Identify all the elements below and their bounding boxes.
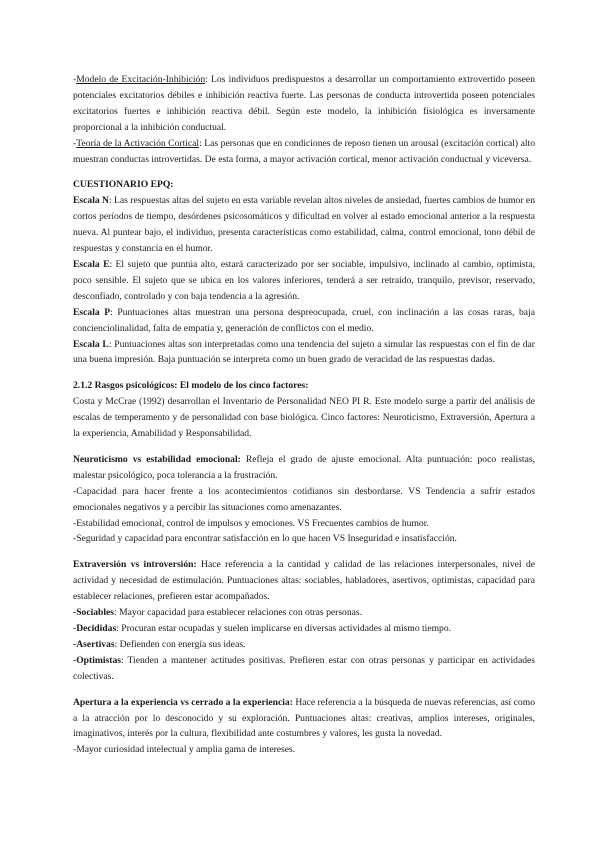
scale-e-text: : El sujeto que puntúa alto, estará caracterizado por ser sociable, impulsivo, inclinado al cambio, optimista, poco sensible. El sujeto que se ubica en los valores inferiores, tenderá a ser retraído, tranquilo, previsor, reservado, desconfiado, controlado y con baja tendencia a la agresión. (73, 258, 535, 302)
scale-l-text: : Puntuaciones altas son interpretadas como una tendencia del sujeto a simular las respuestas con el fin de dar una buena impresión. Baja puntuación se interpreta como un buen grado de veracidad de las respuestas dadas. (73, 338, 535, 366)
list-item: -Capacidad para hacer frente a los acontecimientos cotidianos sin desbordarse. VS Tendencia a sufrir estados emocionales negativos y a percibir las situaciones como amenazantes. (73, 485, 535, 513)
extraversion-title: Extraversión vs introversión: (73, 559, 197, 571)
item-text: : Mayor capacidad para establecer relaciones con otras personas. (114, 607, 363, 619)
item-text: : Defienden con energía sus ideas. (114, 638, 246, 650)
neuroticism-paragraph (73, 452, 535, 484)
scale-n-text: : Las respuestas altas del sujeto en esta variable revelan altos niveles de ansiedad, fuertes cambios de humor en cortos períodos de tiempo, desórdenes psicosomáticos y dificultad en volver al estado emocional anterior a la respuesta nueva. Al puntear bajo, el individuo, presenta características como estabilidad, calma, control emocional, tono débil de respuestas y constancia en el humor. (73, 195, 535, 255)
item-label: -Sociables (73, 607, 115, 619)
item-text: : Tienden a mantener actitudes positivas. Prefieren estar con otras personas y participar en actividades colectivas. (73, 654, 535, 682)
scale-p-label: Escala P (73, 306, 111, 318)
text-excitation-inhibition: : Los individuos predispuestos a desarrollar un comportamiento extrovertido poseen potenciales excitatorios débiles e inhibición reactiva fuerte. Las personas de conducta introvertida poseen potenciales excitatorios fuertes e inhibición reactiva débil. Según este modelo, la inhibición fisiológica es inversamente proporcional a la inhibición conductual. (73, 74, 535, 133)
list-item (73, 637, 535, 653)
list-item (73, 653, 535, 685)
dash: - (73, 74, 77, 85)
item-label: -Optimistas (73, 654, 121, 666)
scale-l (73, 337, 535, 369)
openness-title: Apertura a la experiencia vs cerrado a la experiencia: (73, 696, 293, 708)
item-text: : Procuran estar ocupadas y suelen implicarse en diversas actividades al mismo tiempo. (116, 623, 452, 634)
scale-n (73, 193, 535, 257)
scale-l-label: Escala L (73, 338, 109, 350)
list-item (73, 605, 535, 621)
epq-heading: CUESTIONARIO EPQ: (73, 179, 174, 191)
document-page (73, 72, 535, 758)
scale-n-label: Escala N (73, 195, 109, 207)
list-item: -Mayor curiosidad intelectual y amplia gama de intereses. (73, 744, 296, 756)
extraversion-paragraph (73, 557, 535, 605)
extraversion-text: Hace referencia a la cantidad y calidad de las relaciones interpersonales, nivel de actividad y necesidad de estimulación. Puntuaciones altas: sociables, habladores, asertivos, optimistas, capacidad para establecer relaciones, prefieren estar acompañados. (73, 559, 535, 603)
scale-e (73, 257, 535, 305)
list-item (73, 621, 535, 637)
paragraph-excitation-inhibition (73, 72, 535, 136)
list-item: -Seguridad y capacidad para encontrar satisfacción en lo que hacen VS Inseguridad e insatisfacción. (73, 533, 457, 545)
text-cortical-activation: : Las personas que en condiciones de reposo tienen un arousal (excitación cortical) alto muestran conductas introvertidas. De esta forma, a mayor activación cortical, menor activación conductual y viceversa. (73, 137, 535, 165)
list-item: -Estabilidad emocional, control de impulsos y emociones. VS Frecuentes cambios de humor. (73, 517, 429, 529)
five-factor-heading: 2.1.2 Rasgos psicológicos: El modelo de los cinco factores: (73, 380, 309, 392)
scale-p-text: : Puntuaciones altas muestran una persona despreocupada, cruel, con inclinación a las cosas raras, baja concienciolinalidad, falta de empatía y, generación de conflictos con el medio. (73, 306, 535, 334)
scale-p (73, 305, 535, 337)
scale-e-label: Escala E (73, 258, 110, 270)
term-cortical-activation: Teoría de la Activación Cortical (76, 137, 200, 149)
paragraph-cortical-activation (73, 136, 535, 168)
openness-text: Hace referencia a la búsqueda de nuevas referencias, así como a la atracción por lo desconocido y su exploración. Puntuaciones altas: creativas, amplios intereses, originales, imaginativos, interés por la cultura, flexibilidad ante costumbres y valores, les gusta la novedad. (73, 696, 535, 740)
item-label: -Asertivas (73, 638, 115, 650)
five-factor-text: Costa y McCrae (1992) desarrollan el Inventario de Personalidad NEO PI R. Este modelo surge a partir del análisis de escalas de temperamento y de personalidad con base biológica. Cinco factores: Neuroticismo, Extraversión, Apertura a la experiencia, Amabilidad y Responsabilidad. (73, 396, 535, 440)
neuroticism-title: Neuroticismo vs estabilidad emocional: (73, 453, 241, 465)
dash: - (73, 137, 77, 149)
term-excitation-inhibition: Modelo de Excitación-Inhibición (76, 74, 206, 85)
neuroticism-text: Refleja el grado de ajuste emocional. Alta puntuación: poco realistas, malestar psicológico, poca tolerancia a la frustración. (73, 453, 535, 481)
openness-paragraph (73, 695, 535, 743)
item-label: -Decididas (73, 623, 117, 634)
